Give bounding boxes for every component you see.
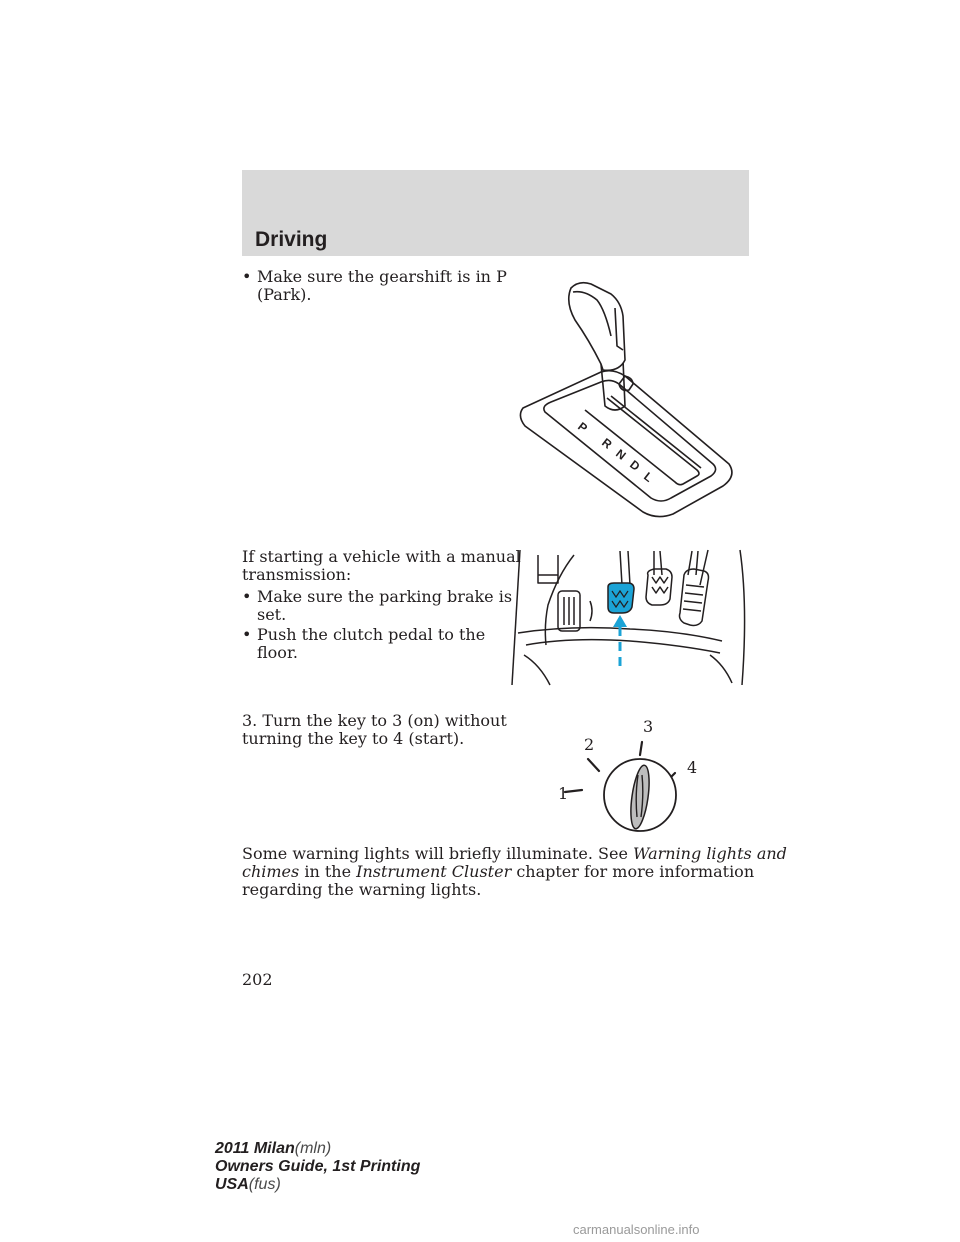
bullet-dot: •	[242, 267, 252, 286]
warning-lights-paragraph	[242, 845, 787, 899]
gear-letter-n: N	[613, 446, 629, 463]
bullet-dot: •	[242, 625, 252, 644]
gear-letter-r: R	[599, 435, 615, 452]
gear-letter-d: D	[627, 457, 643, 474]
footer-model-code: (mln)	[294, 1140, 332, 1157]
bullet-text-line: floor.	[257, 643, 298, 662]
pedals-illustration	[510, 545, 750, 695]
ignition-switch-illustration	[545, 705, 715, 835]
paragraph-text: chapter for more information	[511, 862, 755, 881]
bullet-text-line: Make sure the parking brake is	[257, 587, 513, 606]
paragraph-text: in the	[299, 862, 357, 881]
bullet-text-line: (Park).	[257, 285, 312, 304]
bullet-text-line: Make sure the gearshift is in P	[257, 267, 507, 286]
ignition-position-4: 4	[687, 758, 698, 777]
footer-market-code: (fus)	[248, 1176, 281, 1193]
paragraph-line: turning the key to 4 (start).	[242, 729, 465, 748]
footer-model: 2011 Milan	[215, 1140, 295, 1157]
bullet-dot: •	[242, 587, 252, 606]
footer-printing: Owners Guide, 1st Printing	[215, 1158, 421, 1175]
paragraph-line: regarding the warning lights.	[242, 880, 482, 899]
paragraph-line: If starting a vehicle with a manual	[242, 547, 521, 566]
section-title: Driving	[255, 228, 328, 251]
cross-reference-instrument-cluster: Instrument Cluster	[356, 862, 512, 881]
page-number: 202	[242, 970, 273, 989]
ignition-position-2: 2	[584, 735, 595, 754]
cross-reference-chimes: chimes	[242, 862, 300, 881]
section-header	[242, 170, 749, 256]
gear-letter-l: L	[641, 469, 656, 485]
paragraph-text: Some warning lights will briefly illuminate. See	[242, 844, 634, 863]
down-arrow-icon	[613, 615, 627, 627]
ignition-position-1: 1	[558, 784, 569, 803]
cross-reference-warning-lights: Warning lights and	[633, 844, 787, 863]
paragraph-line: transmission:	[242, 565, 352, 584]
clutch-pedal-highlight	[608, 583, 634, 613]
watermark-text: carmanualsonline.info	[573, 1222, 700, 1237]
gearshift-illustration	[515, 280, 750, 525]
footer-market: USA	[215, 1176, 249, 1193]
document-footer	[215, 1140, 420, 1194]
bullet-text-line: Push the clutch pedal to the	[257, 625, 486, 644]
bullet-text-line: set.	[257, 605, 287, 624]
paragraph-line: 3. Turn the key to 3 (on) without	[242, 711, 507, 730]
manual-transmission-intro	[242, 548, 521, 584]
ignition-position-3: 3	[643, 717, 654, 736]
gear-letter-p: P	[575, 419, 591, 436]
step-3-text	[242, 712, 507, 748]
